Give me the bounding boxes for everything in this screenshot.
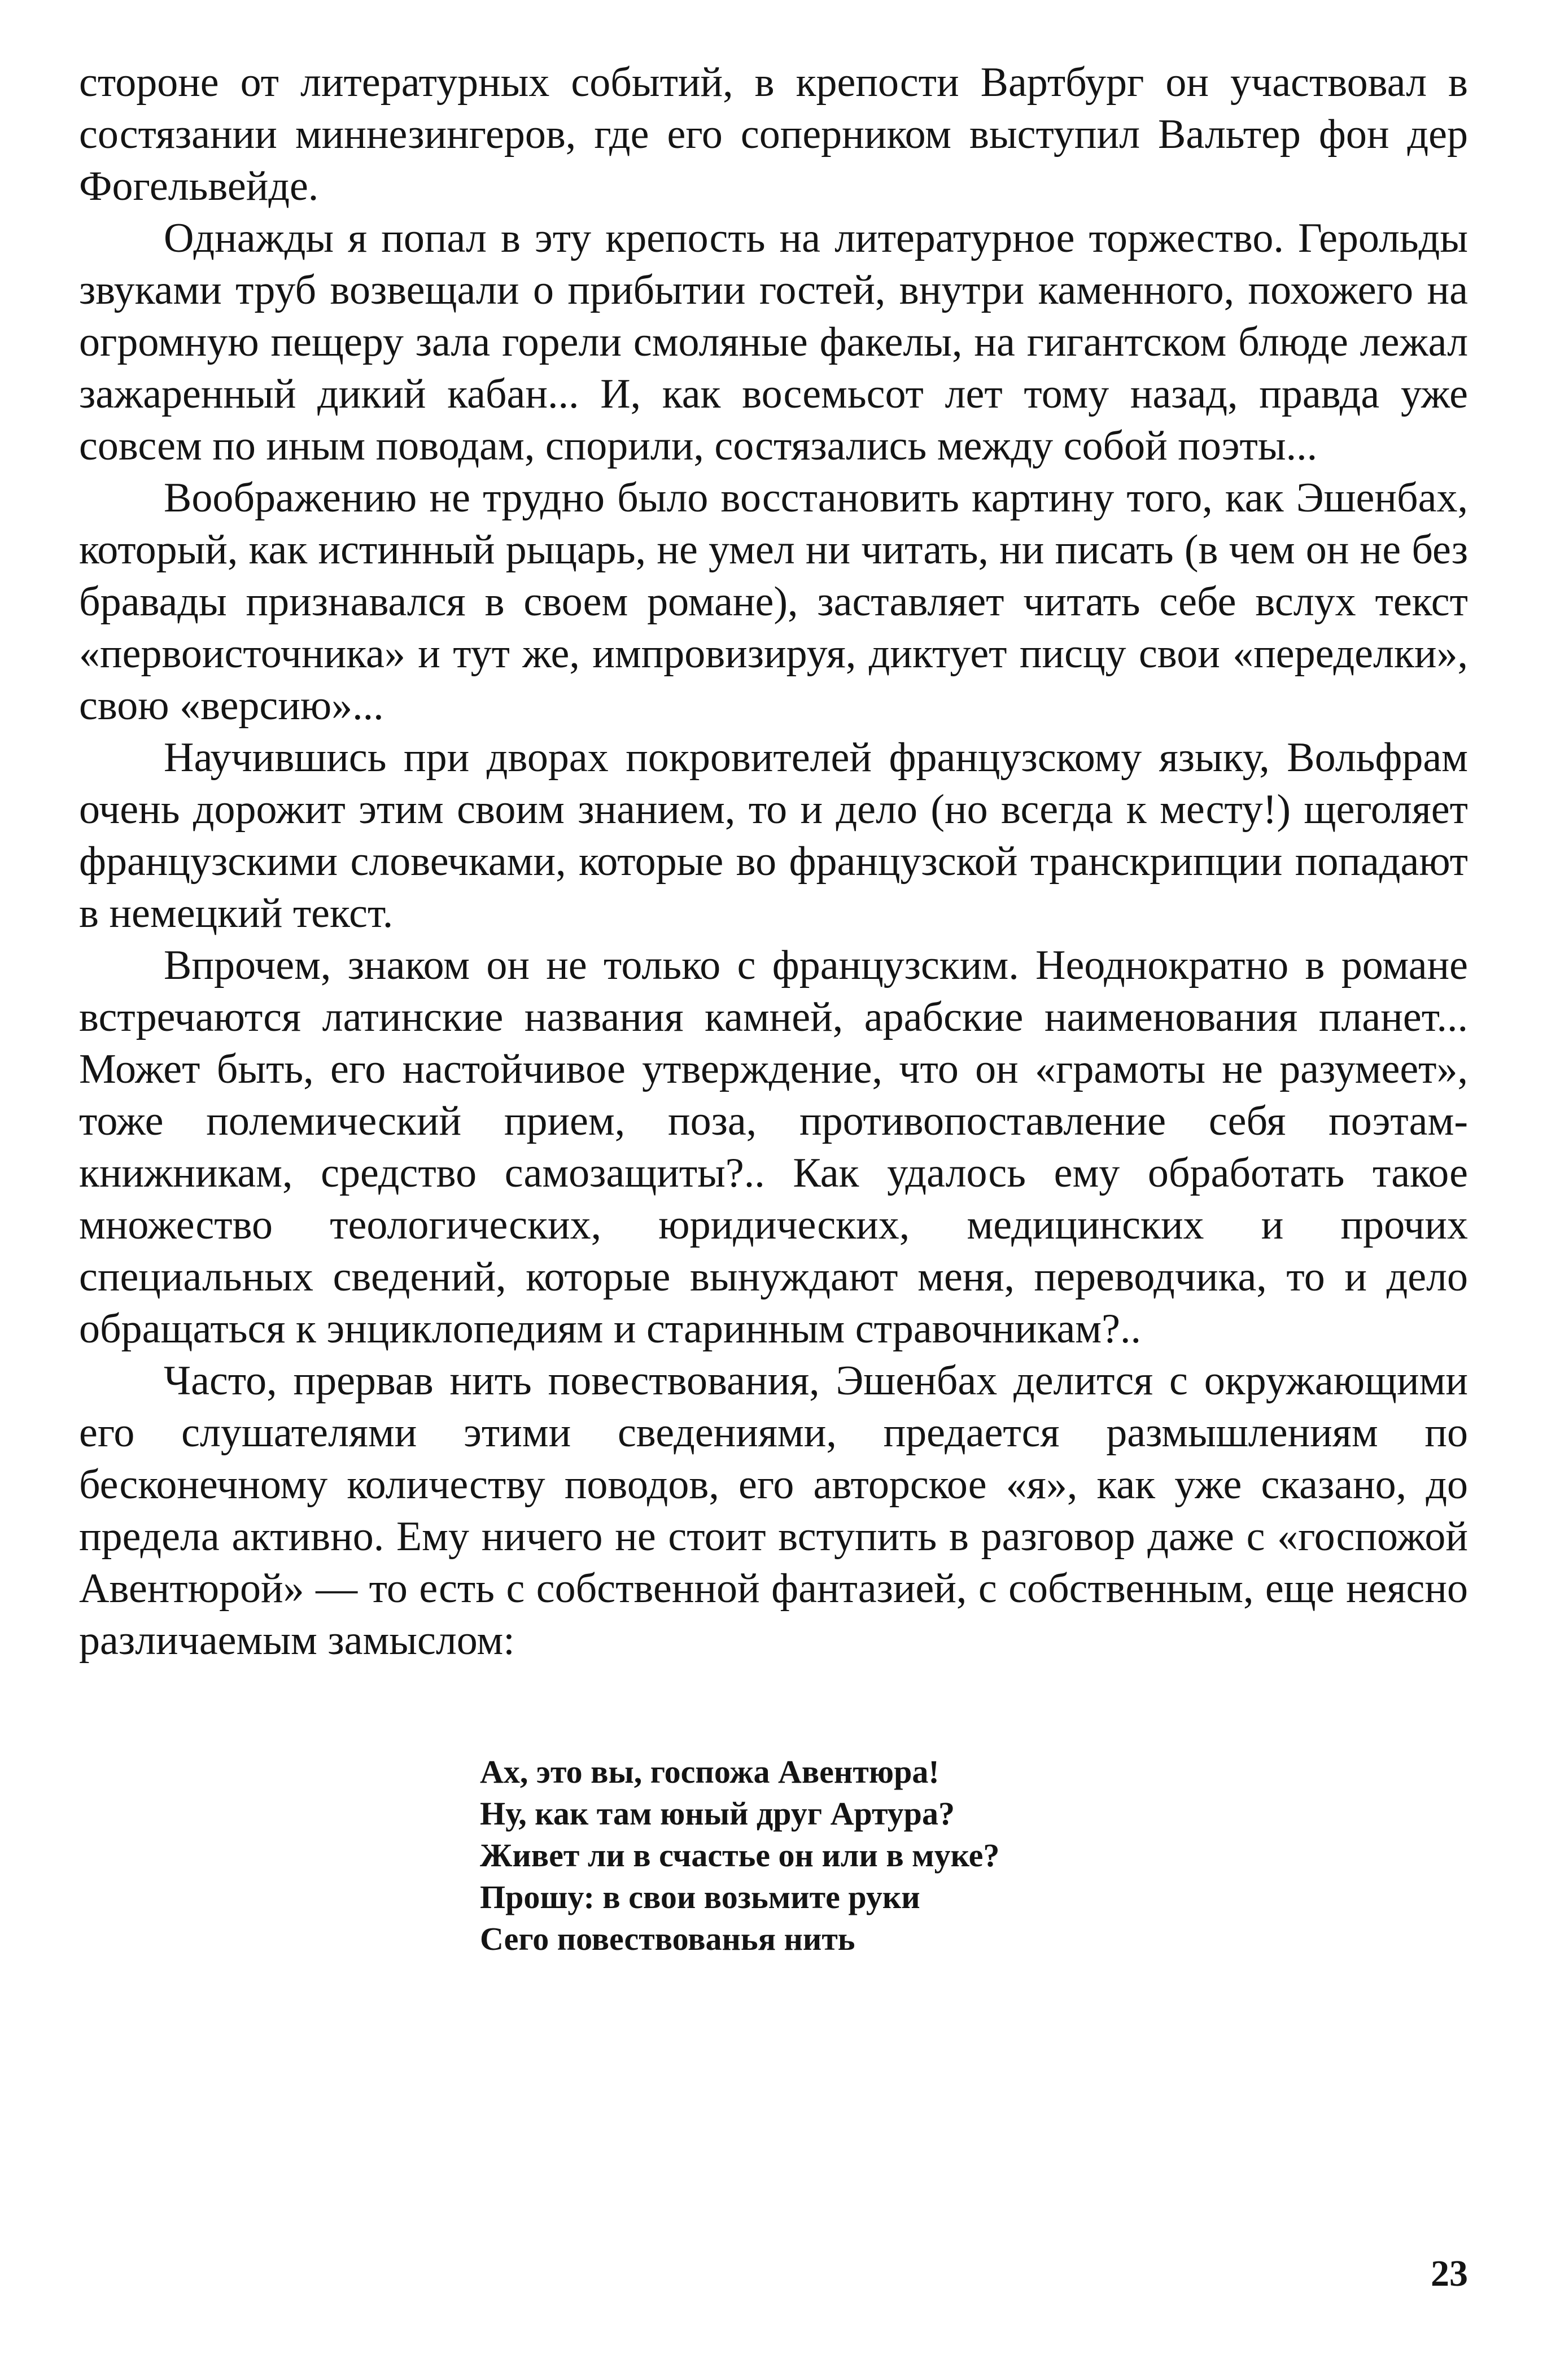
paragraph: Впрочем, знаком он не только с французским. Неоднократно в романе встречаются латинские названия камней, арабские наименования планет... Может быть, его настойчивое утверждение, что он «грамоты не разумеет», тоже полемический прием, поза, противопоставление себя поэтам-книжникам, средство самозащиты?.. Как удалось ему обработать такое множество теологических, юридических, медицинских и прочих специальных сведений, которые вынуждают меня, переводчика, то и дело обращаться к энциклопедиям и старинным стравочникам?.. <box>79 942 1468 1352</box>
verse-quote <box>480 1751 1468 1960</box>
page-number: 23 <box>1431 2253 1468 2294</box>
paragraph: Однажды я попал в эту крепость на литературное торжество. Герольды звуками труб возвещали о прибытии гостей, внутри каменного, похожего на огромную пещеру зала горели смоляные факелы, на гигантском блюде лежал зажаренный дикий кабан... И, как восемьсот лет тому назад, правда уже совсем по иным поводам, спорили, состязались между собой поэты... <box>79 215 1468 469</box>
paragraph: стороне от литературных событий, в крепости Вартбург он участвовал в состязании миннезингеров, где его соперником выступил Вальтер фон дер Фогельвейде. <box>79 59 1468 209</box>
verse-line: Ну, как там юный друг Артура? <box>480 1795 955 1832</box>
paragraph: Воображению не трудно было восстановить картину того, как Эшенбах, который, как истинный рыцарь, не умел ни читать, ни писать (в чем он не без бравады признавался в своем романе), заставляет читать себе вслух текст «первоисточника» и тут же, импровизируя, диктует писцу свои «переделки», свою «версию»... <box>79 475 1468 729</box>
verse-line: Живет ли в счастье он или в муке? <box>480 1837 1000 1874</box>
verse-line: Сего повествованья нить <box>480 1920 855 1957</box>
paragraph: Научившись при дворах покровителей французскому языку, Вольфрам очень дорожит этим своим знанием, то и дело (но всегда к месту!) щеголяет французскими словечками, которые во французской транскрипции попадают в немецкий текст. <box>79 734 1468 937</box>
verse-line: Ах, это вы, госпожа Авентюра! <box>480 1753 939 1790</box>
book-page <box>79 56 1468 2348</box>
paragraph: Часто, прервав нить повествования, Эшенбах делится с окружающими его слушателями этими сведениями, предается размышлениям по бесконечному количеству поводов, его авторское «я», как уже сказано, до предела активно. Ему ничего не стоит вступить в разговор даже с «госпожой Авентюрой» — то есть с собственной фантазией, с собственным, еще неясно различаемым замыслом: <box>79 1358 1468 1664</box>
verse-line: Прошу: в свои возьмите руки <box>480 1879 920 1915</box>
prose-body <box>79 56 1468 1666</box>
